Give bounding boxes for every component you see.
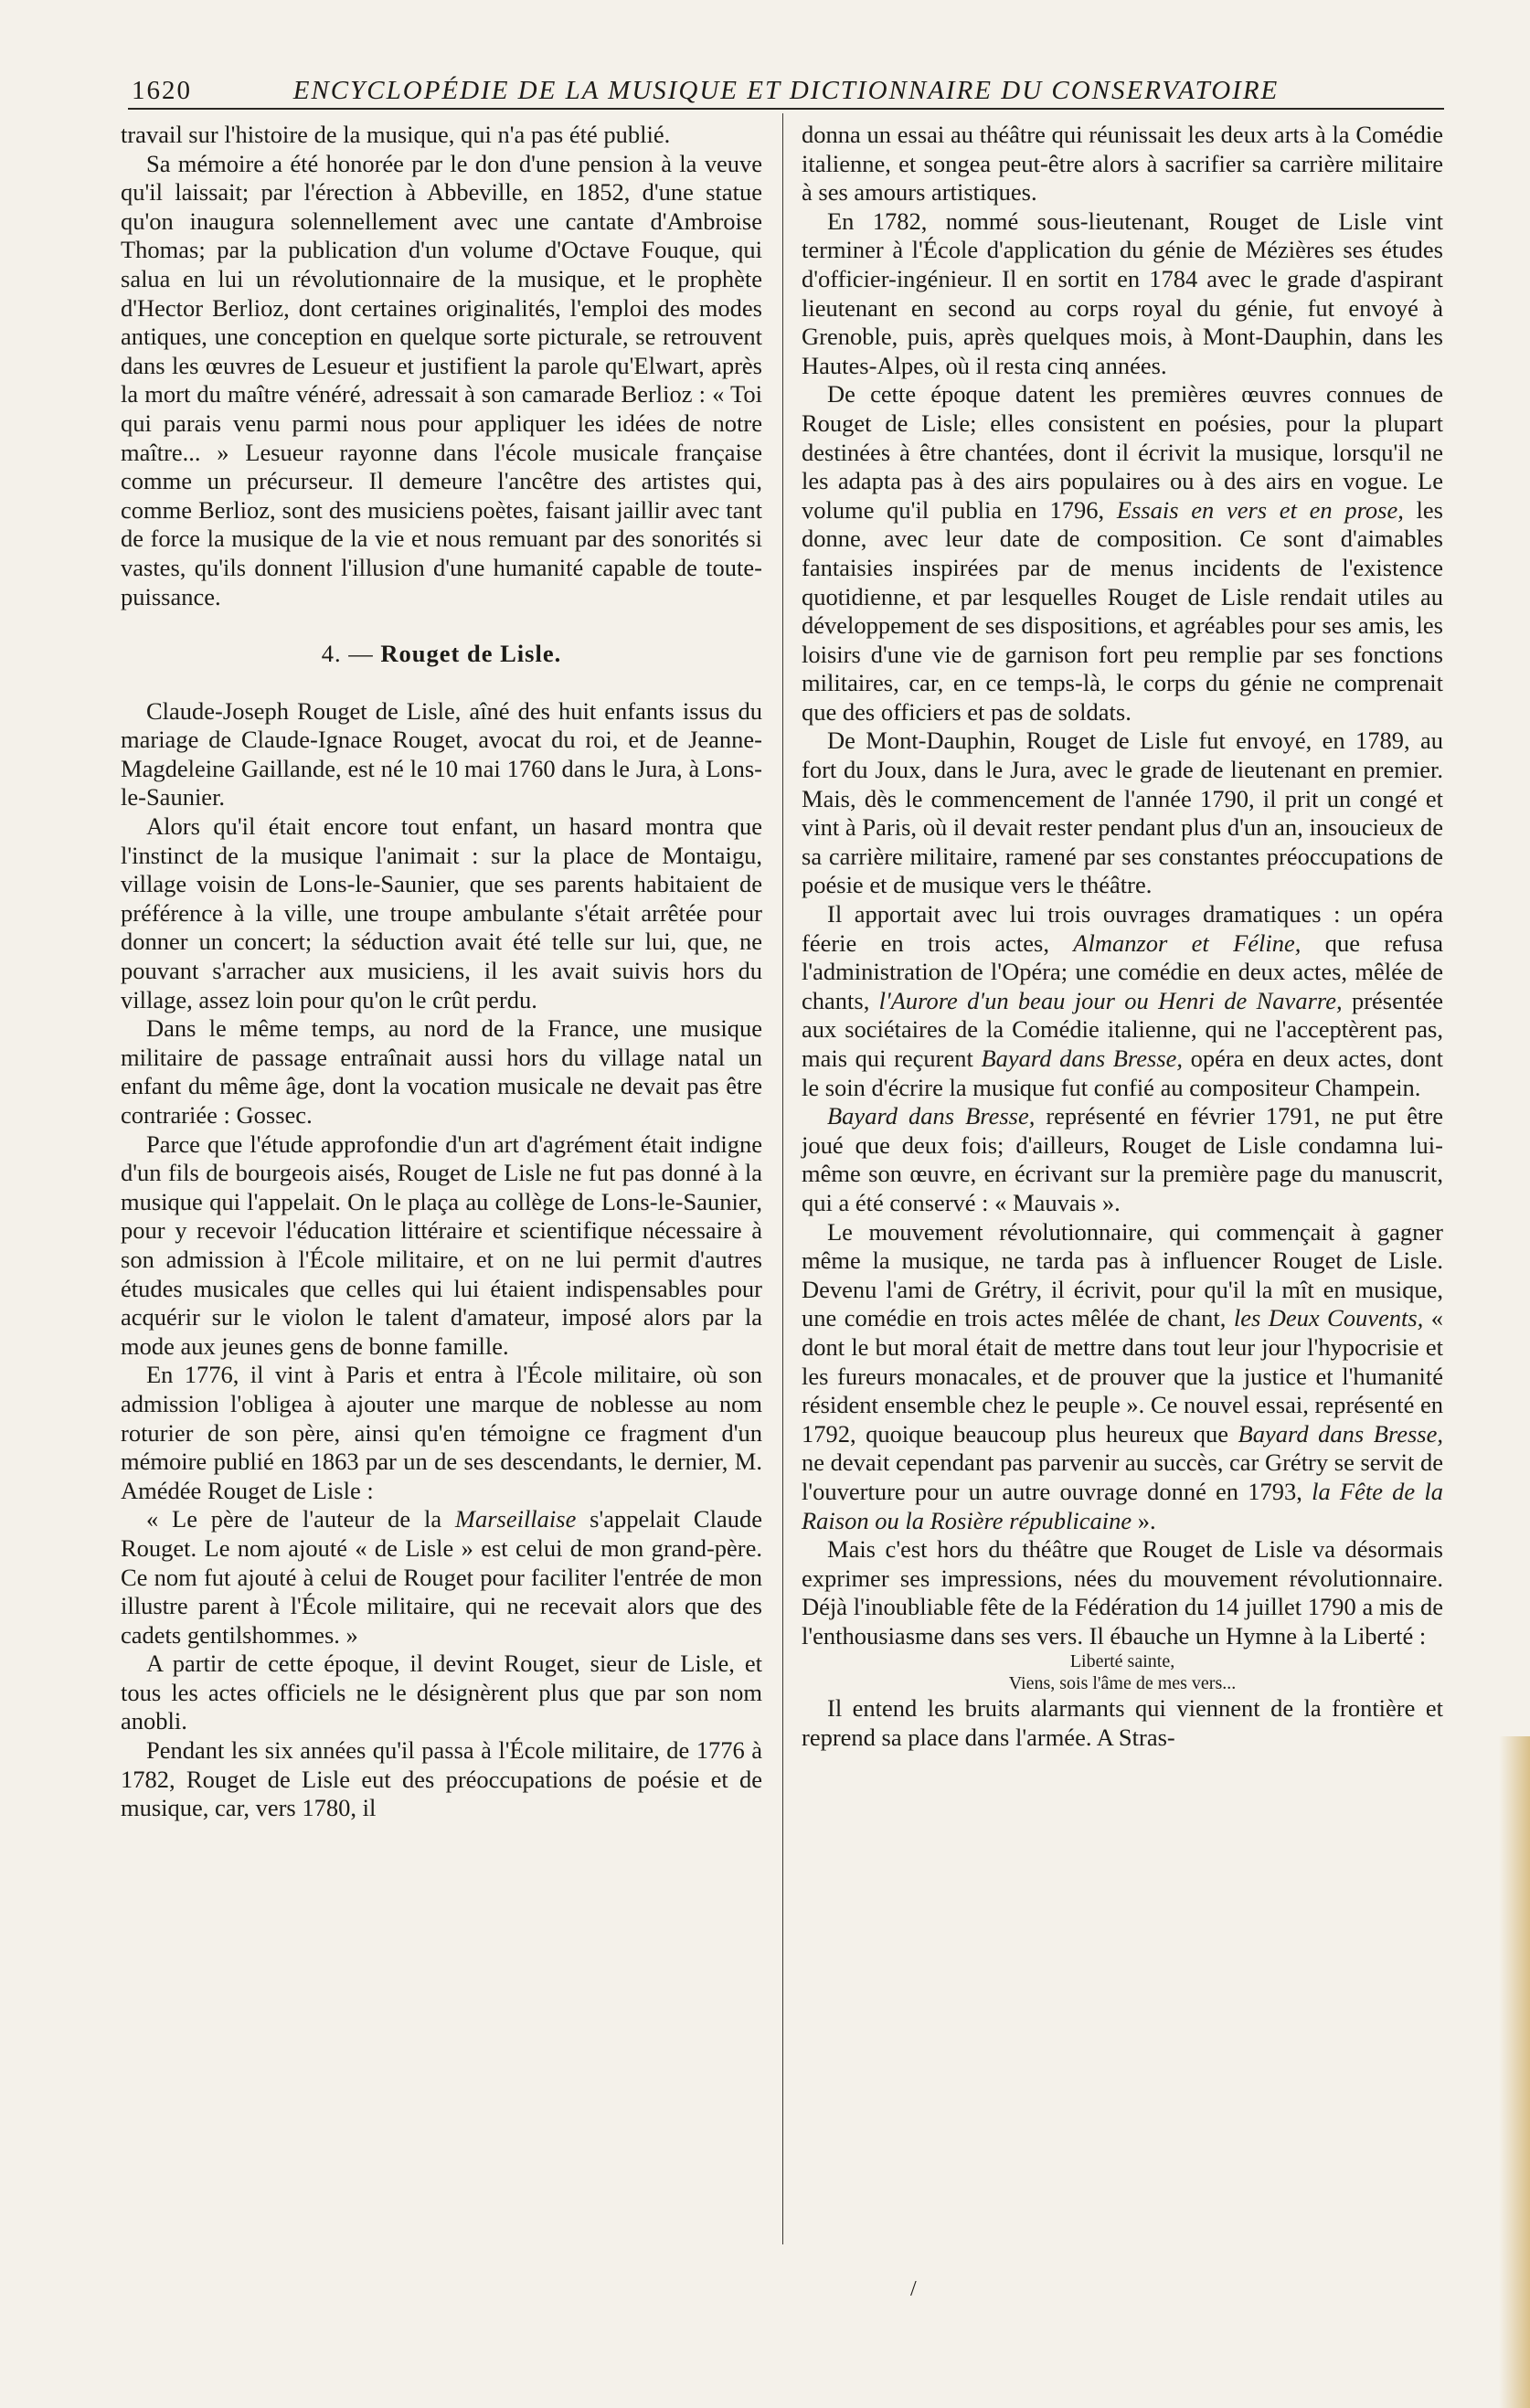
- quotation-paragraph: [121, 1505, 762, 1650]
- paragraph: Pendant les six années qu'il passa à l'École militaire, de 1776 à 1782, Rouget de Lisle eut des préoccupations de poésie et de musique, car, vers 1780, il: [121, 1736, 762, 1822]
- paragraph: En 1782, nommé sous-lieutenant, Rouget de Lisle vint terminer à l'École d'application du génie de Mézières ses études d'officier-ingénieur. Il en sortit en 1784 avec le grade d'aspirant lieutenant en second au corps royal du génie, fut envoyé à Grenoble, puis, après quelques mois, à Mont-Dauphin, dans les Hautes-Alpes, où il resta cinq années.: [802, 207, 1443, 379]
- work-title: Bayard dans Bresse,: [827, 1102, 1036, 1130]
- text-run: « dont le but moral était de mettre dans tout leur jour l'hypocrisie et les fureurs monacales, et de prouver que la justice et l'humanité résident ensemble chez le peuple ». Ce nouvel essai, représenté en 1792, quoique beaucoup plus heureux que: [802, 1304, 1443, 1448]
- paragraph: Parce que l'étude approfondie d'un art d'agrément était indigne d'un fils de bourgeois aisés, Rouget de Lisle ne fut pas donné à la musique qui l'appelait. On le plaça au collège de Lons-le-Saunier, pour y recevoir l'éducation littéraire et scientifique nécessaire à son admission à l'École militaire, et on ne lui permit d'autres études musicales que celles qui lui étaient indispensables pour acquérir sur le violon le talent d'amateur, imposé alors par la mode aux jeunes gens de bonne famille.: [121, 1130, 762, 1360]
- running-title: ENCYCLOPÉDIE DE LA MUSIQUE ET DICTIONNAIRE DU CONSERVATOIRE: [292, 76, 1280, 105]
- section-title: Rouget de Lisle.: [380, 640, 562, 668]
- paragraph: Sa mémoire a été honorée par le don d'une pension à la veuve qu'il laissait; par l'érection à Abbeville, en 1852, d'une statue qu'on inaugura solennellement avec une cantate d'Ambroise Thomas; par la publication d'un volume d'Octave Fouque, qui salua en lui un révolutionnaire de la musique, et le prophète d'Hector Berlioz, dont certaines originalités, l'emploi des modes antiques, une conception en quelque sorte picturale, se retrouvent dans les œuvres de Lesueur et justifient la parole qu'Elwart, après la mort du maître vénéré, adressait à son camarade Berlioz : « Toi qui parais venu parmi nous pour appliquer les idées de notre maître... » Lesueur rayonne dans l'école musicale française comme un précurseur. Il demeure l'ancêtre des artistes qui, comme Berlioz, sont des musiciens poètes, faisant jaillir avec tant de force la musique de la vie et nous remuant par des sonorités si vastes, qu'ils donnent l'illusion d'une humanité capable de toute-puissance.: [121, 149, 762, 610]
- verse-line: Liberté sainte,: [1069, 1651, 1175, 1672]
- page-edge-shading: [1499, 1736, 1530, 2408]
- text-run: que refusa l'administration de l'Opéra; une comédie en deux actes, mêlée de chants,: [802, 928, 1444, 1014]
- work-title: Marseillaise: [454, 1505, 577, 1533]
- right-column: [802, 121, 1443, 1753]
- work-title: Essais en vers et en prose,: [1116, 495, 1404, 524]
- work-title: les Deux Couvents,: [1233, 1304, 1424, 1332]
- paragraph: [802, 1218, 1443, 1536]
- text-run: Le mouvement révolutionnaire, qui commençait à gagner même la musique, ne tarda pas à influencer Rouget de Lisle. Devenu l'ami de Grétry, il écrivit, pour qu'il la mît en musique, une comédie en trois actes mêlée de chant,: [802, 1217, 1443, 1332]
- section-number: 4. —: [321, 640, 374, 668]
- paragraph: A partir de cette époque, il devint Rouget, sieur de Lisle, et tous les actes officiels ne le désignèrent plus que par son nom anobli.: [121, 1650, 762, 1735]
- text-run: Il apportait avec lui trois ouvrages dramatiques : un opéra féerie en trois actes,: [802, 900, 1443, 957]
- work-title: l'Aurore d'un beau jour ou Henri de Navarre,: [878, 986, 1343, 1014]
- text-run: opéra en deux actes, dont le soin d'écrire la musique fut confié au compositeur Champein.: [802, 1045, 1443, 1101]
- paragraph: [802, 900, 1443, 1102]
- work-title: Bayard dans Bresse,: [1238, 1419, 1443, 1448]
- verse-line: Viens, sois l'âme de mes vers...: [1008, 1673, 1237, 1694]
- text-run: De cette époque datent les premières œuvres connues de Rouget de Lisle; elles consistent en poésies, pour la plupart destinées à être chantées, dont il écrivit la musique, lorsqu'il ne les adapta pas à des airs populaires ou à des airs en vogue. Le volume qu'il publia en 1796,: [802, 380, 1443, 524]
- text-run: « Le père de l'auteur de la: [146, 1505, 455, 1533]
- text-run: les donne, avec leur date de composition. Ce sont d'aimables fantaisies inspirées par de menus incidents de l'existence quotidienne, et par lesquelles Rouget de Lisle rendait utiles au développement de ses dispositions, et agréables pour ses amis, les loisirs d'une vie de garnison fort peu remplie par ses fonctions militaires, car, en ce temps-là, le corps du génie ne comprenait que des officiers et pas de soldats.: [802, 495, 1443, 726]
- work-title: Bayard dans Bresse,: [981, 1045, 1184, 1072]
- running-header: [128, 75, 1444, 110]
- text-run: ».: [1132, 1506, 1156, 1534]
- text-run: représenté en février 1791, ne put être joué que deux fois; d'ailleurs, Rouget de Lisle condamna lui-même son œuvre, en écrivant sur la première page du manuscrit, qui a été conservé : « Mauvais ».: [802, 1102, 1443, 1216]
- paragraph: [802, 380, 1443, 727]
- column-divider: [782, 113, 783, 2244]
- left-column: [121, 121, 762, 1823]
- text-run: ne devait cependant pas parvenir au succès, car Grétry se servit de l'ouverture pour un autre ouvrage donné en 1793,: [802, 1448, 1443, 1505]
- paragraph: En 1776, il vint à Paris et entra à l'École militaire, où son admission l'obligea à ajouter une marque de noblesse au nom roturier de son père, ainsi qu'en témoigne ce fragment d'un mémoire publié en 1863 par un de ses descendants, le dernier, M. Amédée Rouget de Lisle :: [121, 1361, 762, 1504]
- text-run: s'appelait Claude Rouget. Le nom ajouté « de Lisle » est celui de mon grand-père. Ce nom fut ajouté à celui de Rouget pour faciliter l'entrée de mon illustre parent à l'École militaire, qui ne recevait alors que des cadets gentilshommes. »: [121, 1505, 762, 1649]
- paragraph: travail sur l'histoire de la musique, qui n'a pas été publié.: [121, 121, 671, 148]
- page-number: 1620: [132, 76, 192, 105]
- paragraph: Mais c'est hors du théâtre que Rouget de Lisle va désormais exprimer ses impressions, nées du mouvement révolutionnaire. Déjà l'inoubliable fête de la Fédération du 14 juillet 1790 a mis de l'enthousiasme dans ses vers. Il ébauche un Hymne à la Liberté :: [802, 1535, 1443, 1650]
- paragraph: donna un essai au théâtre qui réunissait les deux arts à la Comédie italienne, et songea peut-être alors à sacrifier sa carrière militaire à ses amours artistiques.: [802, 121, 1443, 207]
- paragraph: Alors qu'il était encore tout enfant, un hasard montra que l'instinct de la musique l'animait : sur la place de Montaigu, village voisin de Lons-le-Saunier, que ses parents habitaient de préférence à la ville, une troupe ambulante s'était arrêtée pour donner un concert; la séduction avait été telle sur lui, que, ne pouvant s'arracher aux musiciens, il les avait suivis hors du village, assez loin pour qu'on le crût perdu.: [121, 812, 762, 1013]
- work-title: Almanzor et Féline,: [1073, 928, 1302, 957]
- footer-mark: /: [910, 2277, 917, 2301]
- paragraph: Dans le même temps, au nord de la France, une musique militaire de passage entraînait aussi hors du village natal un enfant du même âge, dont la vocation musicale ne devait pas être contrariée : Gossec.: [121, 1014, 762, 1129]
- work-title: la Fête de la Raison ou la Rosière républicaine: [802, 1477, 1443, 1534]
- text-run: présentée aux sociétaires de la Comédie italienne, qui ne l'acceptèrent pas, mais qui reçurent: [802, 986, 1443, 1072]
- paragraph: De Mont-Dauphin, Rouget de Lisle fut envoyé, en 1789, au fort du Joux, dans le Jura, avec le grade de lieutenant en premier. Mais, dès le commencement de l'année 1790, il prit un congé et vint à Paris, où il devait rester pendant plus d'un an, insoucieux de sa carrière militaire, ramené par ses constantes préoccupations de poésie et de musique vers le théâtre.: [802, 727, 1443, 899]
- paragraph: Claude-Joseph Rouget de Lisle, aîné des huit enfants issus du mariage de Claude-Ignace Rouget, avocat du roi, et de Jeanne-Magdeleine Gaillande, est né le 10 mai 1760 dans le Jura, à Lons-le-Saunier.: [121, 696, 762, 812]
- paragraph: [802, 1102, 1443, 1217]
- paragraph: Il entend les bruits alarmants qui viennent de la frontière et reprend sa place dans l'armée. A Stras-: [802, 1694, 1443, 1752]
- section-heading: [121, 640, 762, 669]
